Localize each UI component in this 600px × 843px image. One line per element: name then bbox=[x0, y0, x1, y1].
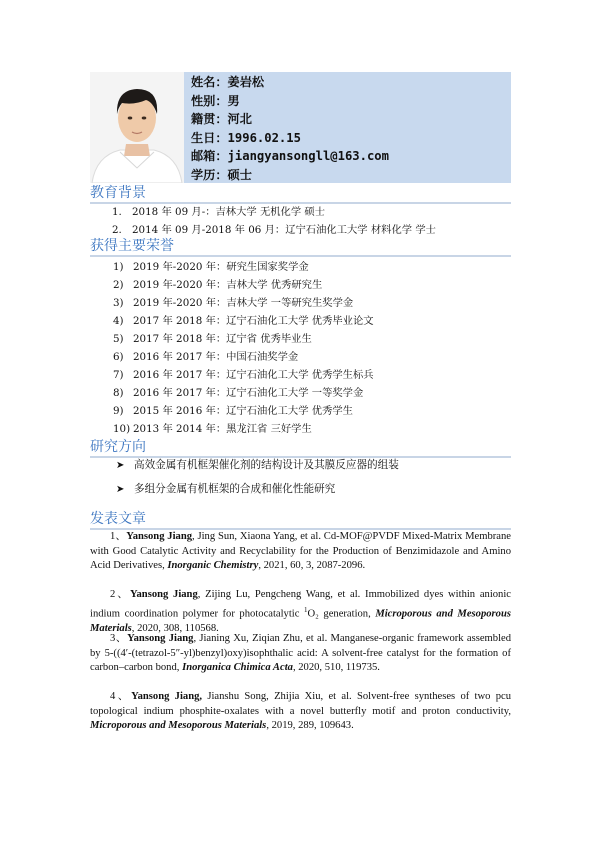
portrait-image bbox=[90, 72, 184, 183]
item-text: 2014 年 09 月-2018 年 06 月：辽宁石油化工大学 材料化学 学士 bbox=[132, 224, 436, 236]
item-number: 4) bbox=[113, 315, 124, 327]
honor-item bbox=[113, 296, 353, 310]
item-number: 8) bbox=[113, 387, 124, 399]
pub-author: Yansong Jiang bbox=[130, 589, 198, 600]
item-text: 2016 年 2017 年：辽宁石油化工大学 优秀学生标兵 bbox=[133, 369, 374, 381]
item-number: 10) bbox=[113, 423, 131, 435]
publications-heading bbox=[90, 510, 511, 530]
pub-index: 2、 bbox=[110, 589, 131, 600]
origin-line: 籍贯：河北 bbox=[191, 112, 252, 127]
pub-journal: Microporous and Mesoporous Materials bbox=[90, 720, 267, 731]
honor-item bbox=[113, 332, 312, 346]
education-item bbox=[112, 223, 436, 237]
item-number: 7) bbox=[113, 369, 124, 381]
pub-details: , 2019, 289, 109643. bbox=[266, 720, 354, 731]
profile-photo bbox=[90, 72, 184, 183]
education-heading bbox=[90, 184, 511, 204]
honors-heading bbox=[90, 237, 511, 257]
section-title: 发表文章 bbox=[90, 511, 146, 527]
item-number: 2. bbox=[112, 224, 122, 236]
pub-index: 3、 bbox=[110, 633, 128, 644]
pub-journal: Microporous and Mesoporous Materials bbox=[90, 608, 511, 634]
honor-item bbox=[113, 278, 322, 292]
item-text: 2013 年 2014 年：黑龙江省 三好学生 bbox=[133, 423, 312, 435]
honor-item bbox=[113, 422, 312, 436]
publication-item bbox=[90, 530, 511, 574]
pub-details: , 2021, 60, 3, 2087-2096. bbox=[258, 560, 366, 571]
pub-text-mid: O₂ generation, bbox=[307, 608, 376, 620]
item-text: 2017 年 2018 年：辽宁省 优秀毕业生 bbox=[133, 333, 312, 345]
section-title: 教育背景 bbox=[90, 185, 146, 201]
pub-details: , 2020, 308, 110568. bbox=[131, 622, 219, 634]
item-text: 多组分金属有机框架的合成和催化性能研究 bbox=[134, 483, 336, 495]
degree-line: 学历：硕士 bbox=[191, 167, 252, 182]
pub-index: 4、 bbox=[110, 691, 132, 702]
item-number: 9) bbox=[113, 405, 124, 417]
item-text: 2019 年-2020 年：吉林大学 优秀研究生 bbox=[133, 279, 323, 291]
item-number: 5) bbox=[113, 333, 124, 345]
pub-text: , Zijing Lu, Pengcheng Wang, et al. Immobilized dyes within anionic indium coordination polymer for photocatalytic bbox=[90, 589, 511, 620]
item-text: 2017 年 2018 年：辽宁石油化工大学 优秀毕业论文 bbox=[133, 315, 374, 327]
pub-index: 1、 bbox=[110, 531, 127, 542]
item-text: 高效金属有机框架催化剂的结构设计及其膜反应器的组装 bbox=[134, 459, 399, 471]
research-heading bbox=[90, 438, 511, 458]
email-line: 邮箱：jiangyansongll@163.com bbox=[191, 149, 389, 164]
education-item bbox=[112, 205, 325, 219]
item-text: 2016 年 2017 年：辽宁石油化工大学 一等奖学金 bbox=[133, 387, 364, 399]
honor-item bbox=[113, 350, 298, 364]
birth-line: 生日：1996.02.15 bbox=[191, 130, 301, 145]
publication-item bbox=[90, 632, 511, 676]
item-number: 3) bbox=[113, 297, 124, 309]
item-number: 1. bbox=[112, 206, 122, 218]
item-text: 2018 年 09 月-：吉林大学 无机化学 硕士 bbox=[132, 206, 326, 218]
item-number: 1) bbox=[113, 261, 124, 273]
research-item bbox=[116, 482, 335, 497]
pub-text: , Jing Sun, Xiaona Yang, et al. Cd-MOF@PVDF Mixed-Matrix Membrane with Good Catalytic Activity and Recyclability for the Production of Benzimidazole and Amino Acid Derivatives, bbox=[90, 531, 511, 571]
pub-text: , Jianing Xu, Ziqian Zhu, et al. Manganese-organic framework assembled by 5-((4′-(tetrazol-5″-yl)benzyl)oxy)isophthalic acid: A solvent-free catalyst for the formation of carbon–carbon bond, bbox=[90, 633, 512, 673]
pub-text: Jianshu Song, Zhijia Xiu, et al. Solvent-free syntheses of two pcu topological indium phosphite-oxalates with a novel butterfly motif and proton conductivity, bbox=[90, 691, 511, 717]
profile-header bbox=[90, 72, 511, 183]
section-title: 研究方向 bbox=[90, 439, 146, 455]
item-text: 2019 年-2020 年：吉林大学 一等研究生奖学金 bbox=[133, 297, 354, 309]
pub-author: Yansong Jiang, bbox=[131, 691, 203, 702]
pub-details: , 2020, 510, 119735. bbox=[292, 662, 380, 673]
publication-item bbox=[90, 690, 511, 734]
gender-line: 性别：男 bbox=[191, 93, 240, 108]
name-line: 姓名：姜岩松 bbox=[191, 75, 265, 89]
pub-author: Yansong Jiang bbox=[127, 633, 194, 644]
item-number: 6) bbox=[113, 351, 124, 363]
pub-journal: Inorganica Chimica Acta bbox=[182, 662, 293, 673]
honor-item bbox=[113, 314, 374, 328]
item-text: 2019 年-2020 年：研究生国家奖学金 bbox=[133, 261, 309, 273]
arrow-bullet-icon: ➤ bbox=[116, 484, 125, 495]
item-text: 2015 年 2016 年：辽宁石油化工大学 优秀学生 bbox=[133, 405, 353, 417]
item-text: 2016 年 2017 年：中国石油奖学金 bbox=[133, 351, 299, 363]
honor-item bbox=[113, 404, 353, 418]
publication-item bbox=[90, 588, 511, 636]
honor-item bbox=[113, 368, 374, 382]
pub-journal: Inorganic Chemistry bbox=[167, 560, 259, 571]
item-number: 2) bbox=[113, 279, 124, 291]
honor-item bbox=[113, 260, 309, 274]
research-item bbox=[116, 458, 399, 473]
profile-info bbox=[191, 73, 389, 185]
section-title: 获得主要荣誉 bbox=[90, 238, 174, 254]
pub-superscript: 1 bbox=[304, 605, 308, 614]
arrow-bullet-icon: ➤ bbox=[116, 460, 125, 471]
pub-author: Yansong Jiang bbox=[126, 531, 193, 542]
honor-item bbox=[113, 386, 363, 400]
